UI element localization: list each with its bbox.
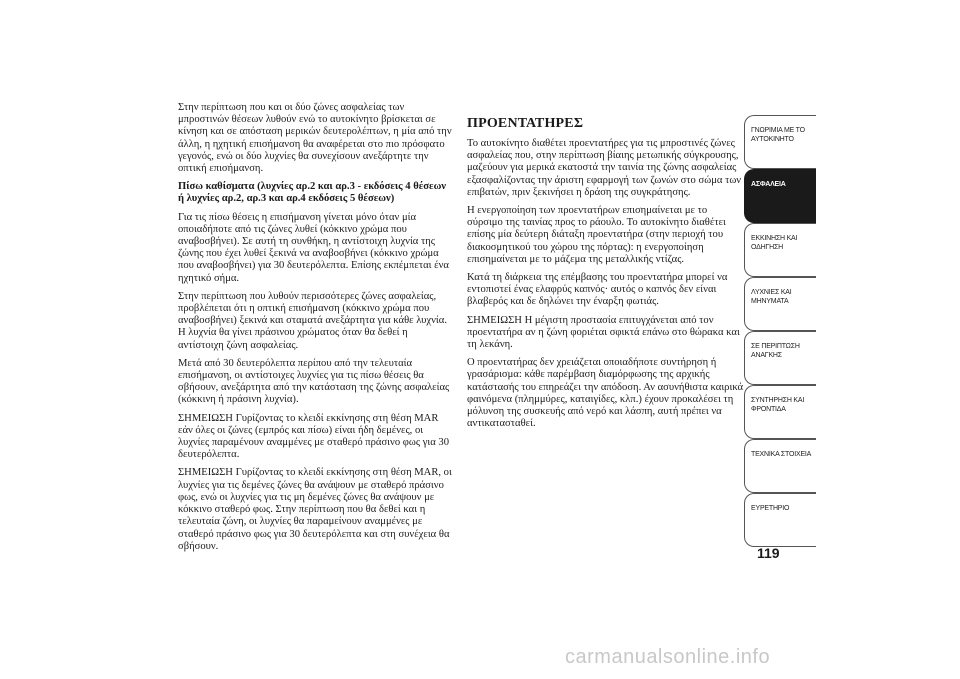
watermark: carmanualsonline.info xyxy=(565,646,771,668)
section-heading: ΠΡΟΕΝΤΑΤΗΡΕΣ xyxy=(467,116,584,131)
note-paragraph: ΣΗΜΕΙΩΣΗ Γυρίζοντας το κλειδί εκκίνησης στη θέση MAR εάν όλες οι ζώνες (εμπρός και πίσω) είναι ήδη δεμένες, οι λυχνίες παραμένουν αναμμένες με σταθερό πράσινο φως για 30 δευτερόλεπτα. xyxy=(178,412,450,461)
paragraph: Κατά τη διάρκεια της επέμβασης του προεντατήρα μπορεί να εντοπιστεί ένας ελαφρύς καπνός· αυτός ο καπνός δεν είναι βλαβερός και δε δηλώνει την έναρξη φωτιάς. xyxy=(467,272,728,308)
tab-safety[interactable]: ΑΣΦΑΛΕΙΑ xyxy=(744,169,816,223)
paragraph: Η ενεργοποίηση των προεντατήρων επισημαίνεται με το σύρσιμο της ταινίας προς το ράουλο. Το αυτοκίνητο διαθέτει επίσης μία δεύτερη διάταξη προεντατήρα (στην περιοχή του διακοσμητικού του χώρου της πόρτας): η ενεργοποίηση επισημαίνεται με το μάζεμα της μεταλλικής ντίζας. xyxy=(467,205,726,265)
left-column xyxy=(178,102,454,559)
tab-warning-lights[interactable]: ΛΥΧΝΙΕΣ ΚΑΙ ΜΗΝΥΜΑΤΑ xyxy=(744,277,816,331)
tab-index[interactable]: ΕΥΡΕΤΗΡΙΟ xyxy=(744,493,816,547)
tab-emergency[interactable]: ΣΕ ΠΕΡΙΠΤΩΣΗ ΑΝΑΓΚΗΣ xyxy=(744,331,816,385)
page-number: 119 xyxy=(757,545,780,561)
tab-technical-data[interactable]: ΤΕΧΝΙΚΑ ΣΤΟΙΧΕΙΑ xyxy=(744,439,816,493)
note-paragraph: ΣΗΜΕΙΩΣΗ Γυρίζοντας το κλειδί εκκίνησης στη θέση MAR, οι λυχνίες για τις δεμένες ζώνες θα ανάψουν με σταθερό πράσινο φως, ενώ οι λυχνίες για τις μη δεμένες ζώνες θα ανάψουν με κόκκινο σταθερό φως. Στην περίπτωση που θα δεθεί και η τελευταία ζώνη, οι λυχνίες θα παραμείνουν αναμμένες με σταθερό πράσινο φως για 30 δευτερόλεπτα και στη συνέχεια θα σβήσουν. xyxy=(178,467,452,552)
note-paragraph: ΣΗΜΕΙΩΣΗ Η μέγιστη προστασία επιτυγχάνεται από τον προεντατήρα αν η ζώνη φοριέται σφικτά επάνω στο θώρακα και τη λεκάνη. xyxy=(467,314,740,351)
paragraph: Το αυτοκίνητο διαθέτει προεντατήρες για τις μπροστινές ζώνες ασφαλείας που, στην περίπτωση βίαιης μετωπικής σύγκρουσης, μαζεύουν για μερικά εκατοστά την ταινία της ζώνης ασφαλείας εξασφαλίζοντας την άριστη εφαρμογή των ζωνών στο σώμα των επιβατών, πριν ξεκινήσει η δράση της συγκράτησης. xyxy=(467,138,742,198)
paragraph: Στην περίπτωση που λυθούν περισσότερες ζώνες ασφαλείας, προβλέπεται ότι η οπτική επισήμανση (κόκκινο χρώμα που αναβοσβήνει) ξεκινά και σταματά ανεξάρτητα για κάθε λυχνία. Η λυχνία θα γίνει πράσινου χρώματος όταν θα δεθεί η αντίστοιχη ζώνη ασφαλείας. xyxy=(178,290,447,351)
paragraph: Στην περίπτωση που και οι δύο ζώνες ασφαλείας των μπροστινών θέσεων λυθούν ενώ το αυτοκίνητο βρίσκεται σε κίνηση και σε απόσταση μερικών δευτερολέπτων, η μία από την άλλη, η ηχητική επισήμανση θα αναφέρεται στο πιο πρόσφατο γεγονός, ενώ οι δύο λυχνίες θα συνεχίσουν ανεξάρτητε την οπτική επισήμανση. xyxy=(178,102,452,175)
tab-getting-to-know[interactable]: ΓΝΩΡΙΜΙΑ ΜΕ ΤΟ ΑΥΤΟΚΙΝΗΤΟ xyxy=(744,115,816,169)
paragraph: Ο προεντατήρας δεν χρειάζεται οποιαδήποτε συντήρηση ή γρασάρισμα: κάθε παρέμβαση διαμόρφωσης της αρχικής κατάστασής του επηρεάζει την απόδοση. Αν ασυνήθιστα καιρικά φαινόμενα (πλημμύρες, καταιγίδες, κλπ.) έχουν προκαλέσει τη μόλυνση της συσκευής από νερό και λάσπη, αυτή πρέπει να αντικατασταθεί. xyxy=(467,357,744,430)
paragraph: Για τις πίσω θέσεις η επισήμανση γίνεται μόνο όταν μία οποιαδήποτε από τις ζώνες λυθεί (κόκκινο χρώμα που αναβοσβήνει). Σε αυτή τη συνθήκη, η αντίστοιχη λυχνία της ζώνης που έχει λυθεί ξεκινά να αναβοσβήνει (κόκκινο χρώμα που αναβοσβήνει) για 30 δευτερόλεπτα. Επίσης εκπέμπεται ένα ηχητικό σήμα. xyxy=(178,211,449,284)
right-column xyxy=(467,116,744,436)
tab-starting-driving[interactable]: ΕΚΚΙΝΗΣΗ ΚΑΙ ΟΔΗΓΗΣΗ xyxy=(744,223,816,277)
chapter-tabs xyxy=(744,115,816,547)
rear-seats-subheading: Πίσω καθίσματα (λυχνίες αρ.2 και αρ.3 - εκδόσεις 4 θέσεων ή λυχνίες αρ.2, αρ.3 και αρ.4 εκδόσεις 5 θέσεων) xyxy=(178,181,447,205)
paragraph: Μετά από 30 δευτερόλεπτα περίπου από την τελευταία επισήμανση, οι αντίστοιχες λυχνίες για τις πίσω θέσεις θα σβήσουν, ανεξάρτητα από την κατάσταση της ζώνης ασφαλείας (κόκκινη ή πράσινη λυχνία). xyxy=(178,357,450,406)
tab-maintenance[interactable]: ΣΥΝΤΗΡΗΣΗ ΚΑΙ ΦΡΟΝΤΙΔΑ xyxy=(744,385,816,439)
